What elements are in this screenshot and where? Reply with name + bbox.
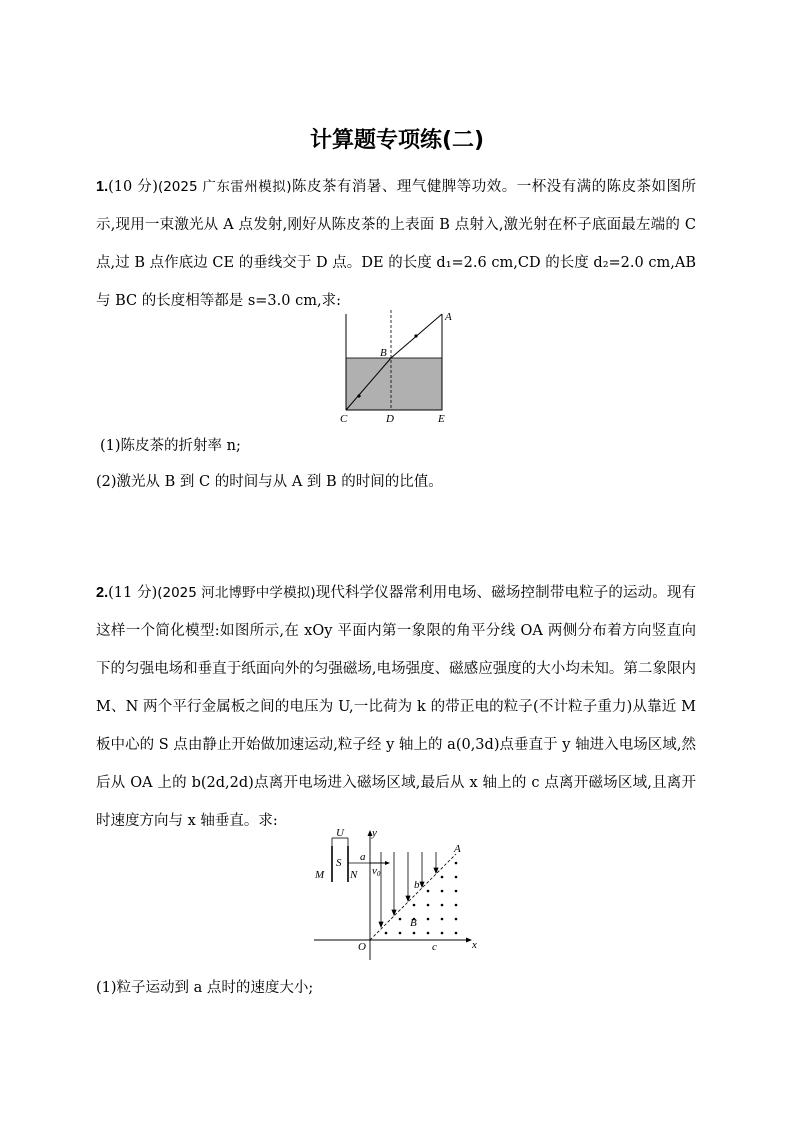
figure-1-cup-diagram (332, 308, 462, 428)
label-a: a (360, 851, 366, 863)
label-U: U (336, 827, 344, 839)
label-A: A (454, 843, 461, 855)
tea-liquid (346, 358, 442, 410)
label-D: D (386, 413, 394, 425)
question-1-score: (10 分) (108, 179, 158, 195)
question-1-text: 陈皮茶有消暑、理气健脾等功效。一杯没有满的陈皮茶如图所示,现用一束激光从 A 点发射,刚好从陈皮茶的上表面 B 点射入,激光射在杯子底面最左端的 C 点,过 B 点作底边 CE 的垂线交于 D 点。DE 的长度 d₁=2.6 cm,CD 的长度 d₂=2.0 cm,AB 与 BC 的长度相等都是 s=3.0 cm,求: (96, 179, 701, 309)
label-E: E (438, 413, 445, 425)
figure-2-field-diagram (308, 826, 483, 966)
ray-arrow-dot (357, 394, 360, 397)
question-1-number: 1. (96, 179, 109, 195)
label-A: A (445, 311, 452, 323)
label-N: N (350, 869, 358, 881)
question-2 (96, 574, 701, 840)
question-1-part-1: (1)陈皮茶的折射率 n; (100, 438, 241, 454)
question-2-number: 2. (96, 585, 109, 601)
question-2-score: (11 分) (108, 585, 158, 601)
magnetic-field-dots (385, 862, 458, 935)
label-b: b (414, 879, 420, 891)
page-title: 计算题专项练(二) (309, 128, 485, 153)
label-O: O (358, 941, 366, 953)
label-S: S (336, 857, 342, 869)
label-y: y (372, 827, 377, 839)
question-2-part-1: (1)粒子运动到 a 点时的速度大小; (96, 980, 314, 996)
label-M: M (315, 869, 325, 881)
label-c: c (432, 941, 437, 953)
ray-arrow-dot (414, 334, 417, 337)
question-1-source: (2025 广东雷州模拟) (157, 179, 292, 195)
label-x: x (472, 939, 477, 951)
question-2-source: (2025 河北博野中学模拟) (157, 585, 316, 601)
label-C: C (340, 413, 348, 425)
question-1 (96, 168, 701, 320)
question-2-text: 现代科学仪器常利用电场、磁场控制带电粒子的运动。现有这样一个简化模型:如图所示,在 xOy 平面内第一象限的角平分线 OA 两侧分布着方向竖直向下的匀强电场和垂直于纸面向外的匀强磁场,电场强度、磁感应强度的大小均未知。第二象限内 M、N 两个平行金属板之间的电压为 U,一比荷为 k 的带正电的粒子(不计粒子重力)从靠近 M 板中心的 S 点由静止开始做加速运动,粒子经 y 轴上的 a(0,3d)点垂直于 y 轴进入电场区域,然后从 OA 上的 b(2d,2d)点离开电场进入磁场区域,最后从 x 轴上的 c 点离开磁场区域,且离开时速度方向与 x 轴垂直。求: (96, 585, 701, 829)
label-v0: v0 (372, 865, 381, 878)
label-B: B (380, 347, 387, 359)
label-B: B (410, 917, 417, 929)
question-1-part-2: (2)激光从 B 到 C 的时间与从 A 到 B 的时间的比值。 (96, 474, 443, 490)
